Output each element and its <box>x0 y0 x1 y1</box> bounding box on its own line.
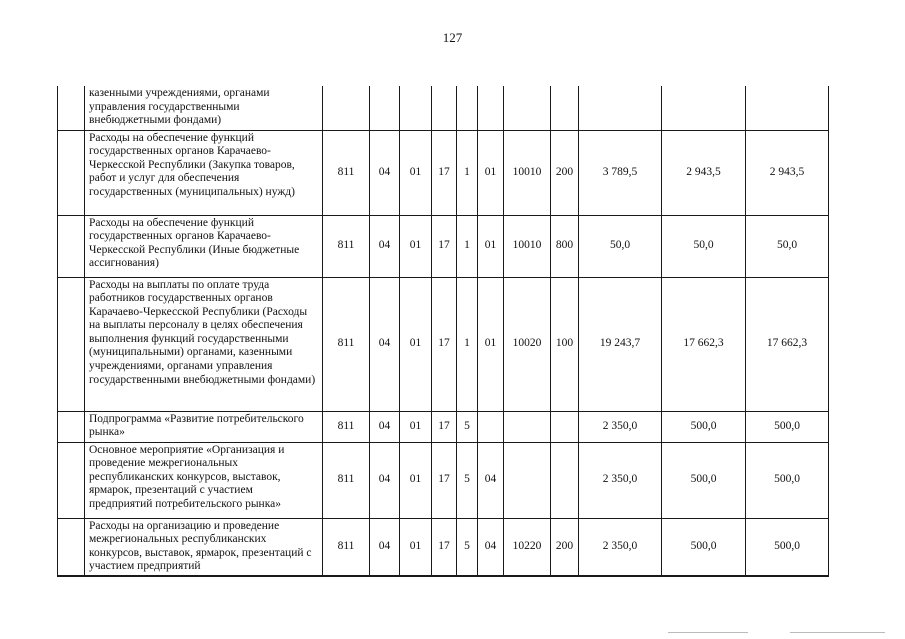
subsection-cell: 01 <box>400 518 432 576</box>
direction-cell: 10220 <box>504 518 551 576</box>
main-event-cell: 04 <box>478 518 504 576</box>
expense-type-cell: 200 <box>551 518 579 576</box>
admin-code-cell: 811 <box>323 442 370 518</box>
amount-year-1: 50,0 <box>579 215 662 277</box>
section-cell: 04 <box>370 518 400 576</box>
amount-year-3 <box>746 86 829 130</box>
table-row <box>58 277 829 411</box>
section-cell: 04 <box>370 411 400 442</box>
row-name: казенными учреждениями, органами управления государственными внебюджетными фондами) <box>85 86 323 130</box>
row-name: Расходы на выплаты по оплате труда работников государственных органов Карачаево-Черкесской Республики (Расходы на выплаты персоналу в целях обеспечения выполнения функций государственными (муниципальными) органами, казенными учреждениями, органами управления государственными внебюджетными фондами) <box>85 277 323 411</box>
subprogram-cell: 5 <box>457 411 478 442</box>
section-cell: 04 <box>370 215 400 277</box>
expense-type-cell <box>551 86 579 130</box>
section-cell: 04 <box>370 277 400 411</box>
direction-cell: 10020 <box>504 277 551 411</box>
amount-year-1: 2 350,0 <box>579 518 662 576</box>
subprogram-cell: 1 <box>457 130 478 215</box>
expense-type-cell: 200 <box>551 130 579 215</box>
amount-year-1: 2 350,0 <box>579 442 662 518</box>
row-number-cell <box>58 86 85 130</box>
row-name: Основное мероприятие «Организация и проведение межрегиональных республиканских конкурсов, выставок, ярмарок, презентаций с участием предприятий потребительского рынка» <box>85 442 323 518</box>
amount-year-2: 50,0 <box>662 215 746 277</box>
main-event-cell: 01 <box>478 277 504 411</box>
row-number-cell <box>58 277 85 411</box>
subsection-cell <box>400 86 432 130</box>
amount-year-3: 2 943,5 <box>746 130 829 215</box>
program-cell: 17 <box>432 411 457 442</box>
row-number-cell <box>58 215 85 277</box>
amount-year-3: 500,0 <box>746 411 829 442</box>
subprogram-cell: 1 <box>457 277 478 411</box>
table-row <box>58 411 829 442</box>
program-cell: 17 <box>432 442 457 518</box>
row-name: Расходы на обеспечение функций государственных органов Карачаево-Черкесской Республики (Иные бюджетные ассигнования) <box>85 215 323 277</box>
subsection-cell: 01 <box>400 411 432 442</box>
row-number-cell <box>58 518 85 576</box>
admin-code-cell: 811 <box>323 411 370 442</box>
admin-code-cell: 811 <box>323 277 370 411</box>
table-row <box>58 442 829 518</box>
program-cell: 17 <box>432 518 457 576</box>
subprogram-cell <box>457 86 478 130</box>
subsection-cell: 01 <box>400 277 432 411</box>
row-name: Подпрограмма «Развитие потребительского рынка» <box>85 411 323 442</box>
table-row <box>58 215 829 277</box>
amount-year-3: 500,0 <box>746 442 829 518</box>
row-number-cell <box>58 442 85 518</box>
amount-year-2 <box>662 86 746 130</box>
admin-code-cell: 811 <box>323 130 370 215</box>
expense-type-cell: 800 <box>551 215 579 277</box>
amount-year-2: 500,0 <box>662 442 746 518</box>
scan-artifact <box>668 632 748 633</box>
table-row <box>58 518 829 576</box>
section-cell: 04 <box>370 130 400 215</box>
amount-year-2: 500,0 <box>662 518 746 576</box>
table-row <box>58 86 829 130</box>
admin-code-cell <box>323 86 370 130</box>
subprogram-cell: 5 <box>457 518 478 576</box>
amount-year-1: 19 243,7 <box>579 277 662 411</box>
subsection-cell: 01 <box>400 215 432 277</box>
expense-type-cell <box>551 411 579 442</box>
amount-year-2: 2 943,5 <box>662 130 746 215</box>
subprogram-cell: 5 <box>457 442 478 518</box>
amount-year-1: 3 789,5 <box>579 130 662 215</box>
amount-year-2: 17 662,3 <box>662 277 746 411</box>
table-row <box>58 130 829 215</box>
admin-code-cell: 811 <box>323 518 370 576</box>
scan-artifact <box>790 632 885 633</box>
row-number-cell <box>58 411 85 442</box>
page-number: 127 <box>442 30 463 45</box>
subsection-cell: 01 <box>400 442 432 518</box>
program-cell: 17 <box>432 215 457 277</box>
direction-cell <box>504 411 551 442</box>
main-event-cell <box>478 86 504 130</box>
amount-year-1 <box>579 86 662 130</box>
program-cell: 17 <box>432 277 457 411</box>
admin-code-cell: 811 <box>323 215 370 277</box>
program-cell <box>432 86 457 130</box>
amount-year-1: 2 350,0 <box>579 411 662 442</box>
main-event-cell: 04 <box>478 442 504 518</box>
amount-year-3: 17 662,3 <box>746 277 829 411</box>
expense-type-cell <box>551 442 579 518</box>
amount-year-3: 500,0 <box>746 518 829 576</box>
direction-cell: 10010 <box>504 130 551 215</box>
section-cell: 04 <box>370 442 400 518</box>
program-cell: 17 <box>432 130 457 215</box>
main-event-cell: 01 <box>478 215 504 277</box>
row-number-cell <box>58 130 85 215</box>
amount-year-2: 500,0 <box>662 411 746 442</box>
row-name: Расходы на обеспечение функций государственных органов Карачаево-Черкесской Республики (Закупка товаров, работ и услуг для обеспечения государственных (муниципальных) нужд) <box>85 130 323 215</box>
expense-type-cell: 100 <box>551 277 579 411</box>
budget-table <box>57 86 829 577</box>
subprogram-cell: 1 <box>457 215 478 277</box>
direction-cell <box>504 86 551 130</box>
main-event-cell: 01 <box>478 130 504 215</box>
main-event-cell <box>478 411 504 442</box>
subsection-cell: 01 <box>400 130 432 215</box>
row-name: Расходы на организацию и проведение межрегиональных республиканских конкурсов, выставок, ярмарок, презентаций с участием предприятий <box>85 518 323 576</box>
direction-cell <box>504 442 551 518</box>
section-cell <box>370 86 400 130</box>
direction-cell: 10010 <box>504 215 551 277</box>
amount-year-3: 50,0 <box>746 215 829 277</box>
